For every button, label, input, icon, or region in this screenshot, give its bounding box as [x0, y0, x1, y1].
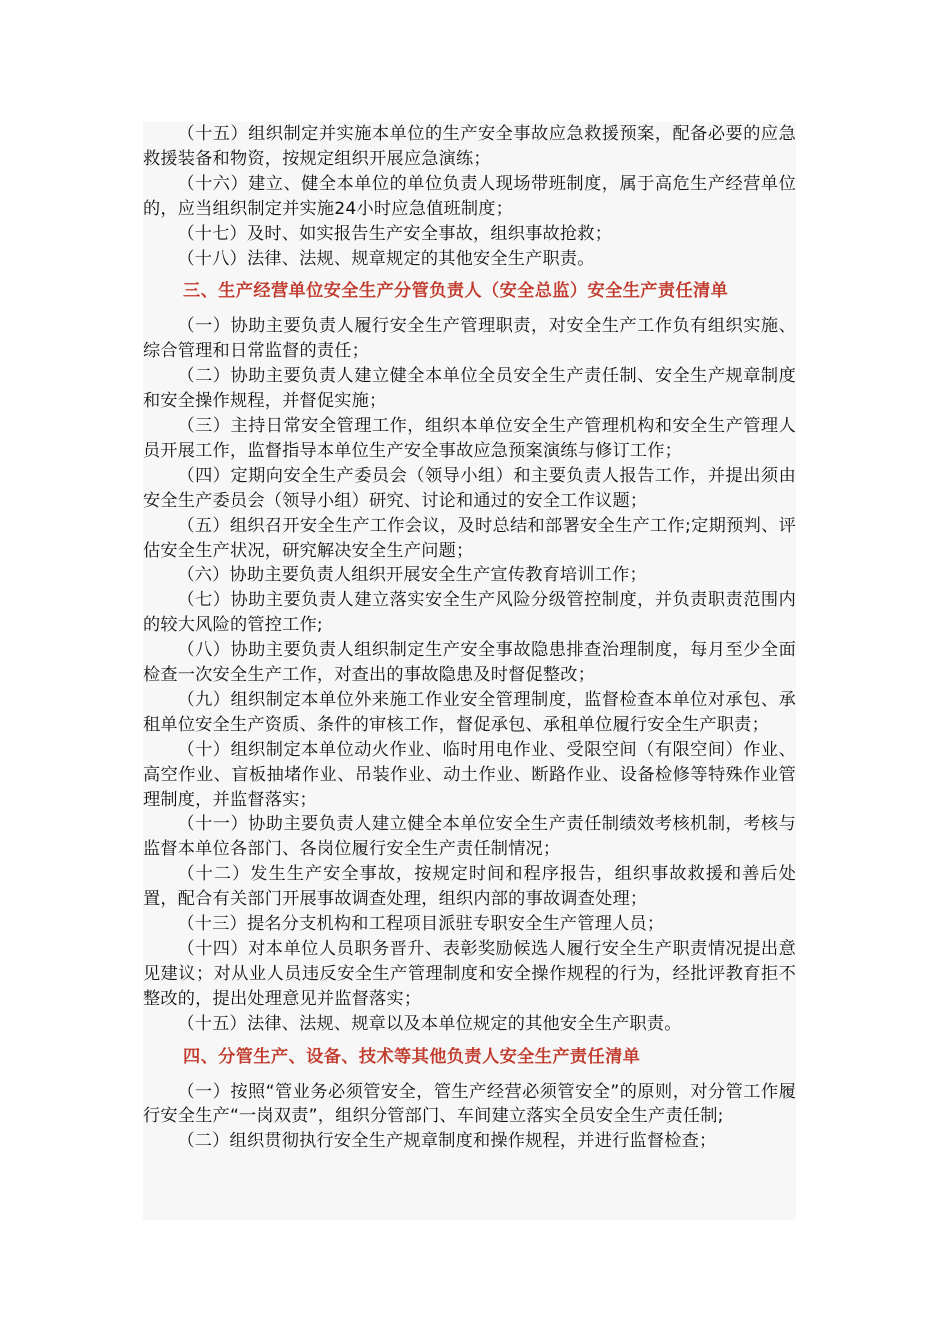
- paragraph: （二）组织贯彻执行安全生产规章制度和操作规程，并进行监督检查；: [177, 1131, 717, 1152]
- section-heading: 三、生产经营单位安全生产分管负责人（安全总监）安全生产责任清单: [183, 281, 729, 302]
- paragraph: （十八）法律、法规、规章规定的其他安全生产职责。: [177, 248, 595, 269]
- paragraph: （十四）对本单位人员职务晋升、表彰奖励候选人履行安全生产职责情况提出意见建议；对从业人员违反安全生产管理制度和安全操作规程的行为，经批评教育拒不整改的，提出处理意见并监督落实；: [143, 939, 796, 1009]
- paragraph: （十六）建立、健全本单位的单位负责人现场带班制度，属于高危生产经营单位的，应当组织制定并实施24小时应急值班制度；: [143, 173, 796, 219]
- document-page: [143, 122, 796, 1220]
- paragraph: （十一）协助主要负责人建立健全本单位安全生产责任制绩效考核机制，考核与监督本单位各部门、各岗位履行安全生产责任制情况；: [143, 814, 796, 860]
- paragraph: （三）主持日常安全管理工作，组织本单位安全生产管理机构和安全生产管理人员开展工作，监督指导本单位生产安全事故应急预案演练与修订工作；: [143, 415, 796, 461]
- paragraph: （四）定期向安全生产委员会（领导小组）和主要负责人报告工作，并提出须由安全生产委员会（领导小组）研究、讨论和通过的安全工作议题；: [143, 465, 796, 511]
- paragraph: （二）协助主要负责人建立健全本单位全员安全生产责任制、安全生产规章制度和安全操作规程，并督促实施；: [143, 366, 796, 412]
- paragraph: （五）组织召开安全生产工作会议，及时总结和部署安全生产工作;定期预判、评估安全生产状况，研究解决安全生产问题；: [143, 515, 796, 561]
- document-content: [143, 122, 796, 1154]
- paragraph: （九）组织制定本单位外来施工作业安全管理制度，监督检查本单位对承包、承租单位安全生产资质、条件的审核工作，督促承包、承租单位履行安全生产职责；: [143, 689, 796, 735]
- section-heading: 四、分管生产、设备、技术等其他负责人安全生产责任清单: [183, 1046, 641, 1067]
- paragraph: （十七）及时、如实报告生产安全事故，组织事故抢救；: [177, 223, 613, 244]
- paragraph: （十五）组织制定并实施本单位的生产安全事故应急救援预案，配备必要的应急救援装备和物资，按规定组织开展应急演练；: [143, 124, 796, 169]
- paragraph: （十）组织制定本单位动火作业、临时用电作业、受限空间（有限空间）作业、高空作业、盲板抽堵作业、吊装作业、动土作业、断路作业、设备检修等特殊作业管理制度，并监督落实；: [143, 739, 796, 810]
- paragraph: （十五）法律、法规、规章以及本单位规定的其他安全生产职责。: [177, 1013, 682, 1034]
- paragraph: （十二）发生生产安全事故，按规定时间和程序报告，组织事故救援和善后处置，配合有关部门开展事故调查处理，组织内部的事故调查处理；: [143, 864, 796, 910]
- paragraph: （一）协助主要负责人履行安全生产管理职责，对安全生产工作负有组织实施、综合管理和日常监督的责任；: [143, 316, 796, 362]
- paragraph: （一）按照“管业务必须管安全，管生产经营必须管安全”的原则，对分管工作履行安全生产“一岗双责”，组织分管部门、车间建立落实全员安全生产责任制;: [143, 1081, 796, 1127]
- paragraph: （十三）提名分支机构和工程项目派驻专职安全生产管理人员；: [177, 914, 665, 935]
- paragraph: （八）协助主要负责人组织制定生产安全事故隐患排查治理制度，每月至少全面检查一次安全生产工作，对查出的事故隐患及时督促整改；: [143, 640, 796, 686]
- paragraph: （六）协助主要负责人组织开展安全生产宣传教育培训工作；: [177, 565, 647, 586]
- paragraph: （七）协助主要负责人建立落实安全生产风险分级管控制度，并负责职责范围内的较大风险的管控工作;: [143, 590, 796, 636]
